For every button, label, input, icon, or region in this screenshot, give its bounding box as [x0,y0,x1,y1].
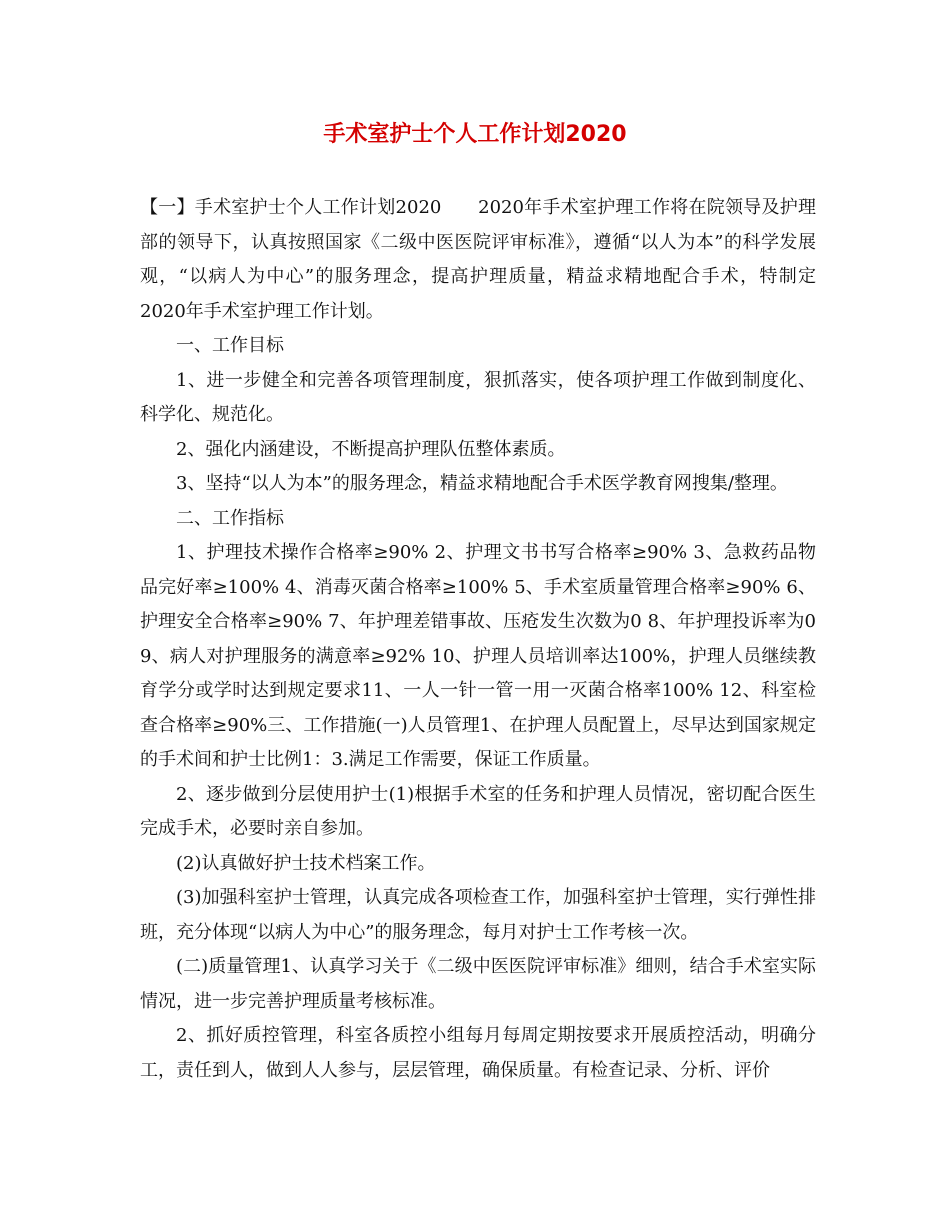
section-heading-indicators: 二、工作指标 [176,507,284,529]
indicators-paragraph: 1、护理技术操作合格率≥90% 2、护理文书书写合格率≥90% 3、急救药品物品完好率≥100% 4、消毒灭菌合格率≥100% 5、手术室质量管理合格率≥90% 6、护理安全合格率≥90% 7、年护理差错事故、压疮发生次数为0 8、年护理投诉率为0 9、病人对护理服务的满意率≥92% 10、护理人员培训率达100%，护理人员继续教育学分或学时达到规定要求11、一人一针一管一用一灭菌合格率100% 12、科室检查合格率≥90%三、工作措施(一)人员管理1、在护理人员配置上，尽早达到国家规定的手术间和护士比例1：3.满足工作需要，保证工作质量。 [140,542,816,770]
staffing-paragraph: 2、逐步做到分层使用护士(1)根据手术室的任务和护理人员情况，密切配合医生完成手术，必要时亲自参加。 [140,783,816,839]
goal-item-2: 2、强化内涵建设，不断提高护理队伍整体素质。 [176,438,566,460]
records-paragraph: (2)认真做好护士技术档案工作。 [176,852,436,874]
document-title: 手术室护士个人工作计划2020 [323,122,627,147]
goal-item-1: 1、进一步健全和完善各项管理制度，狠抓落实，使各项护理工作做到制度化、科学化、规范化。 [140,369,816,425]
section-heading-goals: 一、工作目标 [176,335,284,356]
intro-paragraph: 【一】手术室护士个人工作计划2020 2020年手术室护理工作将在院领导及护理部的领导下，认真按照国家《二级中医医院评审标准》，遵循“以人为本”的科学发展观，“以病人为中心”的服务理念，提高护理质量，精益求精地配合手术，特制定2020年手术室护理工作计划。 [140,197,816,322]
goal-item-3: 3、坚持“以人为本”的服务理念，精益求精地配合手术医学教育网搜集/整理。 [176,473,788,494]
quality-control-paragraph: 2、抓好质控管理，科室各质控小组每月每周定期按要求开展质控活动，明确分工，责任到人，做到人人参与，层层管理，确保质量。有检查记录、分析、评价 [140,1025,816,1081]
management-paragraph: (3)加强科室护士管理，认真完成各项检查工作，加强科室护士管理，实行弹性排班，充分体现“以病人为中心”的服务理念，每月对护士工作考核一次。 [140,887,816,943]
quality-paragraph: (二)质量管理1、认真学习关于《二级中医医院评审标准》细则，结合手术室实际情况，进一步完善护理质量考核标准。 [140,956,816,1012]
document-body [140,191,816,1088]
